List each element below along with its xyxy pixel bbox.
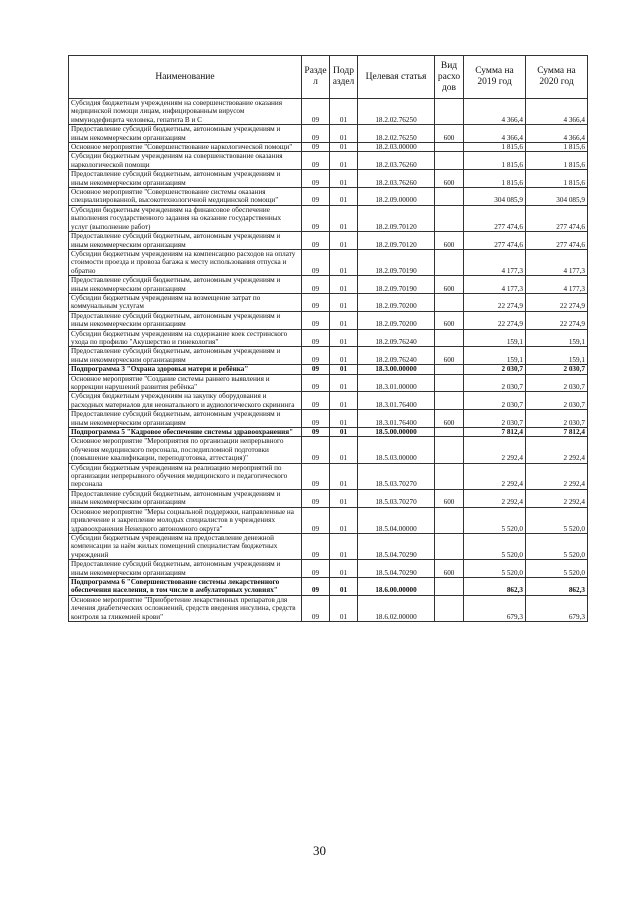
cell-podrazdel: 01 <box>330 392 358 410</box>
table-row <box>69 152 588 170</box>
cell-statya: 18.2.09.00000 <box>358 188 435 206</box>
cell-sum-2020: 5 520,0 <box>526 533 588 559</box>
cell-razdel: 09 <box>302 152 330 170</box>
cell-sum-2019: 22 274,9 <box>464 293 526 311</box>
cell-statya: 18.2.02.76250 <box>358 99 435 125</box>
cell-vid <box>435 507 464 533</box>
cell-razdel: 09 <box>302 410 330 428</box>
cell-podrazdel: 01 <box>330 560 358 578</box>
cell-vid <box>435 188 464 206</box>
cell-podrazdel: 01 <box>330 205 358 231</box>
cell-name: Подпрограмма 3 "Охрана здоровья матери и ребёнка" <box>69 365 302 374</box>
cell-sum-2020: 304 085,9 <box>526 188 588 206</box>
cell-name: Предоставление субсидий бюджетным, автономным учреждениям и иным некоммерческим организациям <box>69 125 302 143</box>
cell-name: Предоставление субсидий бюджетным, автономным учреждениям и иным некоммерческим организациям <box>69 347 302 365</box>
cell-vid: 600 <box>435 560 464 578</box>
cell-name: Предоставление субсидий бюджетным, автономным учреждениям и иным некоммерческим организациям <box>69 311 302 329</box>
cell-name: Основное мероприятие "Совершенствование системы оказания специализированной, высокотехнологичной медицинской помощи" <box>69 188 302 206</box>
cell-razdel: 09 <box>302 374 330 392</box>
cell-name: Основное мероприятие "Мероприятия по организации непрерывного обучения медицинского персонала, последипломной подготовки (повышение квалификации, переподготовка, аттестация)" <box>69 437 302 463</box>
cell-podrazdel: 01 <box>330 463 358 489</box>
cell-vid <box>435 152 464 170</box>
cell-sum-2020: 1 815,6 <box>526 143 588 152</box>
cell-razdel: 09 <box>302 205 330 231</box>
table-row <box>69 463 588 489</box>
cell-sum-2019: 862,3 <box>464 577 526 595</box>
cell-podrazdel: 01 <box>330 99 358 125</box>
cell-sum-2020: 4 177,3 <box>526 249 588 275</box>
cell-podrazdel: 01 <box>330 347 358 365</box>
cell-name: Предоставление субсидий бюджетным, автономным учреждениям и иным некоммерческим организациям <box>69 560 302 578</box>
cell-vid <box>435 533 464 559</box>
cell-sum-2019: 4 366,4 <box>464 125 526 143</box>
cell-podrazdel: 01 <box>330 437 358 463</box>
cell-podrazdel: 01 <box>330 143 358 152</box>
table-row <box>69 410 588 428</box>
cell-name: Субсидии бюджетным учреждениям на возмещение затрат по коммунальным услугам <box>69 293 302 311</box>
cell-podrazdel: 01 <box>330 410 358 428</box>
cell-name: Субсидии бюджетным учреждениям на совершенствование оказания наркологической помощи <box>69 152 302 170</box>
budget-table-container <box>68 55 587 622</box>
cell-statya: 18.2.09.70190 <box>358 276 435 294</box>
cell-vid <box>435 463 464 489</box>
cell-sum-2019: 4 366,4 <box>464 99 526 125</box>
cell-razdel: 09 <box>302 577 330 595</box>
cell-vid <box>435 249 464 275</box>
cell-statya: 18.5.04.70290 <box>358 533 435 559</box>
cell-sum-2019: 2 030,7 <box>464 365 526 374</box>
table-row <box>69 365 588 374</box>
cell-sum-2019: 2 030,7 <box>464 374 526 392</box>
header-sum-2020: Сумма на 2020 год <box>526 56 588 99</box>
cell-razdel: 09 <box>302 311 330 329</box>
cell-razdel: 09 <box>302 560 330 578</box>
cell-sum-2019: 2 030,7 <box>464 392 526 410</box>
table-body <box>69 99 588 622</box>
table-row <box>69 437 588 463</box>
table-row <box>69 347 588 365</box>
cell-statya: 18.2.09.76240 <box>358 347 435 365</box>
table-header-row <box>69 56 588 99</box>
cell-razdel: 09 <box>302 276 330 294</box>
cell-sum-2019: 5 520,0 <box>464 533 526 559</box>
cell-razdel: 09 <box>302 249 330 275</box>
cell-statya: 18.2.03.76260 <box>358 152 435 170</box>
table-row <box>69 99 588 125</box>
cell-name: Субсидии бюджетным учреждениям на финансовое обеспечение выполнения государственного задания на оказание государственных услуг (выполнение работ) <box>69 205 302 231</box>
cell-podrazdel: 01 <box>330 249 358 275</box>
cell-sum-2019: 2 030,7 <box>464 410 526 428</box>
cell-statya: 18.6.02.00000 <box>358 595 435 621</box>
cell-name: Подпрограмма 5 "Кадровое обеспечение системы здравоохранения" <box>69 428 302 437</box>
cell-statya: 18.6.00.00000 <box>358 577 435 595</box>
cell-podrazdel: 01 <box>330 365 358 374</box>
table-row <box>69 329 588 347</box>
cell-podrazdel: 01 <box>330 374 358 392</box>
cell-sum-2020: 2 030,7 <box>526 392 588 410</box>
table-row <box>69 293 588 311</box>
cell-statya: 18.5.03.70270 <box>358 489 435 507</box>
cell-vid <box>435 595 464 621</box>
cell-sum-2020: 277 474,6 <box>526 232 588 250</box>
cell-vid: 600 <box>435 232 464 250</box>
cell-vid <box>435 365 464 374</box>
cell-razdel: 09 <box>302 489 330 507</box>
cell-statya: 18.5.00.00000 <box>358 428 435 437</box>
table-row <box>69 507 588 533</box>
cell-sum-2020: 2 030,7 <box>526 365 588 374</box>
cell-sum-2019: 2 292,4 <box>464 489 526 507</box>
cell-vid <box>435 374 464 392</box>
cell-razdel: 09 <box>302 99 330 125</box>
cell-vid: 600 <box>435 125 464 143</box>
cell-sum-2020: 2 292,4 <box>526 489 588 507</box>
cell-sum-2019: 304 085,9 <box>464 188 526 206</box>
cell-sum-2019: 4 177,3 <box>464 249 526 275</box>
cell-statya: 18.5.04.00000 <box>358 507 435 533</box>
cell-statya: 18.2.02.76250 <box>358 125 435 143</box>
cell-sum-2019: 159,1 <box>464 329 526 347</box>
cell-statya: 18.3.01.76400 <box>358 392 435 410</box>
cell-vid: 600 <box>435 489 464 507</box>
table-row <box>69 311 588 329</box>
table-row <box>69 188 588 206</box>
cell-sum-2019: 22 274,9 <box>464 311 526 329</box>
cell-sum-2019: 159,1 <box>464 347 526 365</box>
table-row <box>69 560 588 578</box>
cell-sum-2019: 1 815,6 <box>464 143 526 152</box>
cell-razdel: 09 <box>302 293 330 311</box>
page-number: 30 <box>313 843 326 858</box>
cell-vid: 600 <box>435 170 464 188</box>
cell-podrazdel: 01 <box>330 428 358 437</box>
cell-vid: 600 <box>435 410 464 428</box>
cell-sum-2019: 2 292,4 <box>464 437 526 463</box>
cell-razdel: 09 <box>302 533 330 559</box>
cell-podrazdel: 01 <box>330 188 358 206</box>
cell-name: Предоставление субсидий бюджетным, автономным учреждениям и иным некоммерческим организациям <box>69 410 302 428</box>
cell-vid <box>435 577 464 595</box>
cell-name: Субсидии бюджетным учреждениям на содержание коек сестринского ухода по профилю "Акушерство и гинекология" <box>69 329 302 347</box>
cell-statya: 18.3.01.00000 <box>358 374 435 392</box>
cell-sum-2020: 1 815,6 <box>526 152 588 170</box>
cell-sum-2020: 5 520,0 <box>526 560 588 578</box>
cell-podrazdel: 01 <box>330 276 358 294</box>
cell-sum-2020: 2 030,7 <box>526 410 588 428</box>
cell-sum-2020: 2 292,4 <box>526 437 588 463</box>
cell-sum-2019: 5 520,0 <box>464 560 526 578</box>
cell-statya: 18.2.09.70200 <box>358 311 435 329</box>
cell-podrazdel: 01 <box>330 232 358 250</box>
cell-podrazdel: 01 <box>330 577 358 595</box>
header-razdel: Разде л <box>302 56 330 99</box>
cell-razdel: 09 <box>302 595 330 621</box>
cell-sum-2019: 4 177,3 <box>464 276 526 294</box>
cell-razdel: 09 <box>302 347 330 365</box>
cell-sum-2020: 7 812,4 <box>526 428 588 437</box>
table-row <box>69 595 588 621</box>
cell-podrazdel: 01 <box>330 595 358 621</box>
cell-vid: 600 <box>435 276 464 294</box>
cell-podrazdel: 01 <box>330 489 358 507</box>
cell-statya: 18.2.09.70190 <box>358 249 435 275</box>
table-row <box>69 205 588 231</box>
budget-table <box>68 55 588 622</box>
cell-sum-2019: 1 815,6 <box>464 170 526 188</box>
cell-podrazdel: 01 <box>330 507 358 533</box>
cell-statya: 18.3.01.76400 <box>358 410 435 428</box>
cell-vid <box>435 143 464 152</box>
cell-razdel: 09 <box>302 428 330 437</box>
cell-sum-2020: 1 815,6 <box>526 170 588 188</box>
cell-sum-2019: 277 474,6 <box>464 205 526 231</box>
cell-vid <box>435 99 464 125</box>
cell-sum-2020: 5 520,0 <box>526 507 588 533</box>
cell-sum-2020: 159,1 <box>526 329 588 347</box>
cell-podrazdel: 01 <box>330 125 358 143</box>
cell-sum-2020: 862,3 <box>526 577 588 595</box>
cell-sum-2019: 2 292,4 <box>464 463 526 489</box>
cell-name: Субсидия бюджетным учреждениям на закупку оборудования и расходных материалов для неонатального и аудиологического скрининга <box>69 392 302 410</box>
cell-razdel: 09 <box>302 437 330 463</box>
cell-razdel: 09 <box>302 125 330 143</box>
header-podrazdel: Подр аздел <box>330 56 358 99</box>
cell-name: Предоставление субсидий бюджетным, автономным учреждениям и иным некоммерческим организациям <box>69 170 302 188</box>
cell-statya: 18.5.03.70270 <box>358 463 435 489</box>
cell-statya: 18.2.03.00000 <box>358 143 435 152</box>
cell-razdel: 09 <box>302 329 330 347</box>
table-row <box>69 374 588 392</box>
cell-sum-2019: 7 812,4 <box>464 428 526 437</box>
cell-statya: 18.5.03.00000 <box>358 437 435 463</box>
cell-vid <box>435 392 464 410</box>
cell-podrazdel: 01 <box>330 311 358 329</box>
cell-razdel: 09 <box>302 365 330 374</box>
cell-sum-2020: 4 366,4 <box>526 125 588 143</box>
cell-sum-2019: 277 474,6 <box>464 232 526 250</box>
cell-podrazdel: 01 <box>330 329 358 347</box>
cell-name: Основное мероприятие "Создание системы раннего выявления и коррекции нарушений развития ребёнка" <box>69 374 302 392</box>
cell-sum-2020: 679,3 <box>526 595 588 621</box>
cell-name: Субсидия бюджетным учреждениям на совершенствование оказания медицинской помощи лицам, инфицированным вирусом иммунодефицита человека, гепатита В и С <box>69 99 302 125</box>
table-row <box>69 125 588 143</box>
table-row <box>69 577 588 595</box>
cell-statya: 18.2.09.70120 <box>358 232 435 250</box>
header-vid: Вид расхо дов <box>435 56 464 99</box>
cell-name: Предоставление субсидий бюджетным, автономным учреждениям и иным некоммерческим организациям <box>69 276 302 294</box>
cell-statya: 18.2.03.76260 <box>358 170 435 188</box>
cell-name: Подпрограмма 6 "Совершенствование системы лекарственного обеспечения населения, в том числе в амбулаторных условиях" <box>69 577 302 595</box>
cell-statya: 18.3.00.00000 <box>358 365 435 374</box>
header-name: Наименование <box>69 56 302 99</box>
cell-podrazdel: 01 <box>330 170 358 188</box>
cell-sum-2020: 4 177,3 <box>526 276 588 294</box>
cell-podrazdel: 01 <box>330 293 358 311</box>
table-row <box>69 170 588 188</box>
cell-name: Субсидии бюджетным учреждениям на компенсацию расходов на оплату стоимости проезда и провоза багажа к месту использования отпуска и обратно <box>69 249 302 275</box>
cell-sum-2019: 1 815,6 <box>464 152 526 170</box>
cell-sum-2020: 2 030,7 <box>526 374 588 392</box>
cell-razdel: 09 <box>302 170 330 188</box>
cell-podrazdel: 01 <box>330 533 358 559</box>
cell-vid <box>435 329 464 347</box>
cell-sum-2020: 4 366,4 <box>526 99 588 125</box>
cell-vid: 600 <box>435 347 464 365</box>
cell-sum-2020: 22 274,9 <box>526 311 588 329</box>
table-row <box>69 249 588 275</box>
cell-vid <box>435 437 464 463</box>
cell-statya: 18.2.09.76240 <box>358 329 435 347</box>
cell-name: Субсидии бюджетным учреждениям на реализацию мероприятий по организации непрерывного обучения медицинского и педагогического персонала <box>69 463 302 489</box>
cell-sum-2019: 5 520,0 <box>464 507 526 533</box>
header-statya: Целевая статья <box>358 56 435 99</box>
cell-sum-2020: 277 474,6 <box>526 205 588 231</box>
cell-sum-2019: 679,3 <box>464 595 526 621</box>
table-row <box>69 232 588 250</box>
cell-name: Предоставление субсидий бюджетным, автономным учреждениям и иным некоммерческим организациям <box>69 232 302 250</box>
table-row <box>69 428 588 437</box>
cell-vid <box>435 205 464 231</box>
cell-sum-2020: 159,1 <box>526 347 588 365</box>
cell-razdel: 09 <box>302 507 330 533</box>
table-row <box>69 533 588 559</box>
cell-statya: 18.2.09.70200 <box>358 293 435 311</box>
cell-vid <box>435 293 464 311</box>
table-row <box>69 143 588 152</box>
cell-name: Основное мероприятие "Совершенствование наркологической помощи" <box>69 143 302 152</box>
cell-statya: 18.2.09.70120 <box>358 205 435 231</box>
table-row <box>69 489 588 507</box>
cell-name: Основное мероприятие "Меры социальной поддержки, направленные на привлечение и закрепление молодых специалистов в учреждениях здравоохранения Ненецкого автономного округа" <box>69 507 302 533</box>
header-sum-2019: Сумма на 2019 год <box>464 56 526 99</box>
cell-sum-2020: 22 274,9 <box>526 293 588 311</box>
cell-razdel: 09 <box>302 143 330 152</box>
cell-razdel: 09 <box>302 463 330 489</box>
cell-vid <box>435 428 464 437</box>
cell-name: Субсидии бюджетным учреждениям на предоставление денежной компенсации за наём жилых помещений специалистам бюджетных учреждений <box>69 533 302 559</box>
cell-name: Основное мероприятие "Приобретение лекарственных препаратов для лечения диабетических осложнений, средств введения инсулина, средств контроля за гликемией крови" <box>69 595 302 621</box>
table-row <box>69 276 588 294</box>
cell-razdel: 09 <box>302 188 330 206</box>
cell-vid: 600 <box>435 311 464 329</box>
table-row <box>69 392 588 410</box>
cell-name: Предоставление субсидий бюджетным, автономным учреждениям и иным некоммерческим организациям <box>69 489 302 507</box>
cell-sum-2020: 2 292,4 <box>526 463 588 489</box>
cell-podrazdel: 01 <box>330 152 358 170</box>
cell-statya: 18.5.04.70290 <box>358 560 435 578</box>
cell-razdel: 09 <box>302 232 330 250</box>
cell-razdel: 09 <box>302 392 330 410</box>
